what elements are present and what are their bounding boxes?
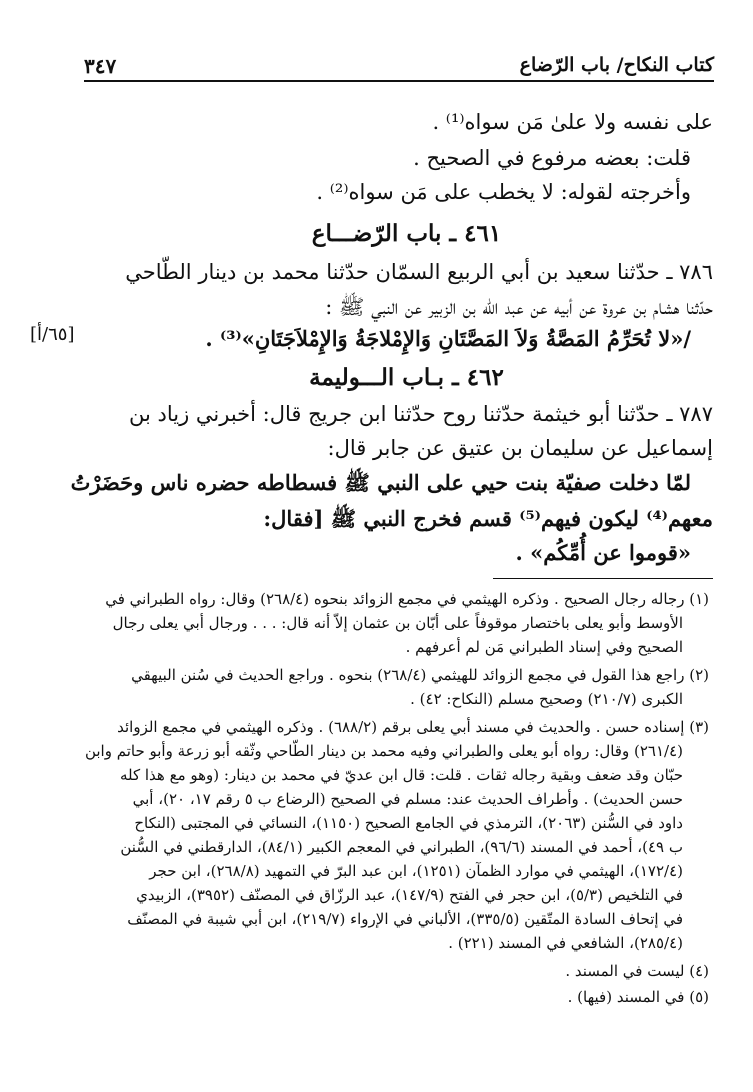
hadith-matn: «قوموا عن أُمِّكُم» . <box>515 540 691 565</box>
running-title: كتاب النكاح/ باب الرّضاع <box>519 54 714 76</box>
footnote-line: داود في السُّنن (٢٠٦٣)، الترمذي في الجامع الصحيح (١١٥٠)، النسائي في المجتبى (النكاح <box>134 814 683 832</box>
footnote-line: الكبرى (٢١٠/٧) وصحيح مسلم (النكاح: ٤٢) . <box>410 690 683 708</box>
text-line: على نفسه ولا علىٰ مَن سواه⁽¹⁾ . <box>432 110 713 134</box>
page-header <box>84 42 714 82</box>
footnote-line: في التلخيص (٥/٣)، ابن حجر في الفتح (١٤٧/٩)، عبد الرزّاق في المصنّف (٣٩٥٢)، الزبيدي <box>136 886 683 904</box>
hadith-matn: معهم⁽⁴⁾ ليكون فيهم⁽⁵⁾ قسم فخرج النبي ﷺ [فقال: <box>263 506 713 531</box>
footnote-line: ب ٤٩)، أحمد في المسند (٩٦/٦)، الطبراني في المعجم الكبير (٨٤/١)، الدارقطني في السُّنن <box>120 838 683 856</box>
footnote-line: (٢٦١/٤) وقال: رواه أبو يعلى والطبراني وفيه محمد بن دينار الطّاحي وثّقه أبو زرعة وأبو حاتم وابن <box>84 742 683 760</box>
hadith-isnad: حدّثنا هشام بن عروة عن أبيه عن عبد الله بن الزبير عن النبي ﷺ : <box>325 295 713 319</box>
footnote-line: حبّان وقد ضعف وبقية رجاله ثقات . قلت: قال ابن عديّ في محمد بن دينار: (وهو مع هذا كله <box>119 766 683 784</box>
chapter-heading: ٤٦١ ـ باب الرّضـــاع <box>311 220 502 247</box>
hadith-isnad: ٧٨٧ ـ حدّثنا أبو خيثمة حدّثنا روح حدّثنا ابن جريج قال: أخبرني زياد بن <box>128 402 713 426</box>
footnote-line: (٢٨٥/٤)، الشافعي في المسند (٢٢١) . <box>448 934 683 952</box>
footnote-line: (١٧٢/٤)، الهيثمي في موارد الظمآن (١٢٥١)، ابن عبد البرّ في التمهيد (٢٦٨/٨)، ابن حجر <box>149 862 683 880</box>
footnote-line: (٥) في المسند (فيها) . <box>567 988 709 1006</box>
hadith-isnad: ٧٨٦ ـ حدّثنا سعيد بن أبي الربيع السمّان حدّثنا محمد بن دينار الطّاحي <box>125 260 713 284</box>
footnote-line: الصحيح وفي إسناد الطبراني مَن لم أعرفهم . <box>405 638 683 656</box>
footnote-rule <box>493 578 713 579</box>
footnote-line: حسن الحديث) . وأطراف الحديث عند: مسلم في الصحيح (الرضاع ب ٥ رقم ١٧، ٢٠)، أبي <box>132 790 683 808</box>
hadith-matn: لمّا دخلت صفيّة بنت حيي على النبي ﷺ فسطاطه حضره ناس وحَضَرْتُ <box>70 470 691 495</box>
footnote-line: الأوسط وأبو يعلى باختصار موقوفاً على أبّان بن عثمان إلاّ أنه قال: . . . ورجال أبي يعلى رجال <box>112 614 683 632</box>
footnote-line: (١) رجاله رجال الصحيح . وذكره الهيثمي في مجمع الزوائد بنحوه (٢٦٨/٤) وقال: رواه الطبراني في <box>105 590 709 608</box>
footnote-line: (٤) ليست في المسند . <box>565 962 709 980</box>
text-line: قلت: بعضه مرفوع في الصحيح . <box>413 146 691 170</box>
header-rule <box>84 80 714 82</box>
manuscript-folio-note: [٦٥/أ] <box>30 324 75 345</box>
hadith-matn: /«لا تُحَرِّمُ المَصَّةُ وَلاَ المَصَّتَانِ وَالإِمْلاجَةُ وَالإِمْلاَجَتَانِ»⁽³⁾ . <box>205 326 691 351</box>
chapter-heading: ٤٦٢ ـ بـاب الـــوليمة <box>309 364 504 391</box>
text-line: وأخرجته لقوله: لا يخطب على مَن سواه⁽²⁾ . <box>316 180 691 204</box>
page-number: ٣٤٧ <box>84 54 117 78</box>
footnote-line: في إتحاف السادة المتّقين (٣٣٥/٥)، الألباني في الإرواء (٢١٩/٧)، ابن أبي شيبة في المصنّف <box>127 910 683 928</box>
footnote-line: (٢) راجع هذا القول في مجمع الزوائد للهيثمي (٢٦٨/٤) بنحوه . وراجع الحديث في سُنن البيهقي <box>131 666 709 684</box>
hadith-isnad: إسماعيل عن سليمان بن عتيق عن جابر قال: <box>327 436 713 460</box>
footnote-line: (٣) إسناده حسن . والحديث في مسند أبي يعلى برقم (٦٨٨/٢) . وذكره الهيثمي في مجمع الزوائد <box>117 718 709 736</box>
